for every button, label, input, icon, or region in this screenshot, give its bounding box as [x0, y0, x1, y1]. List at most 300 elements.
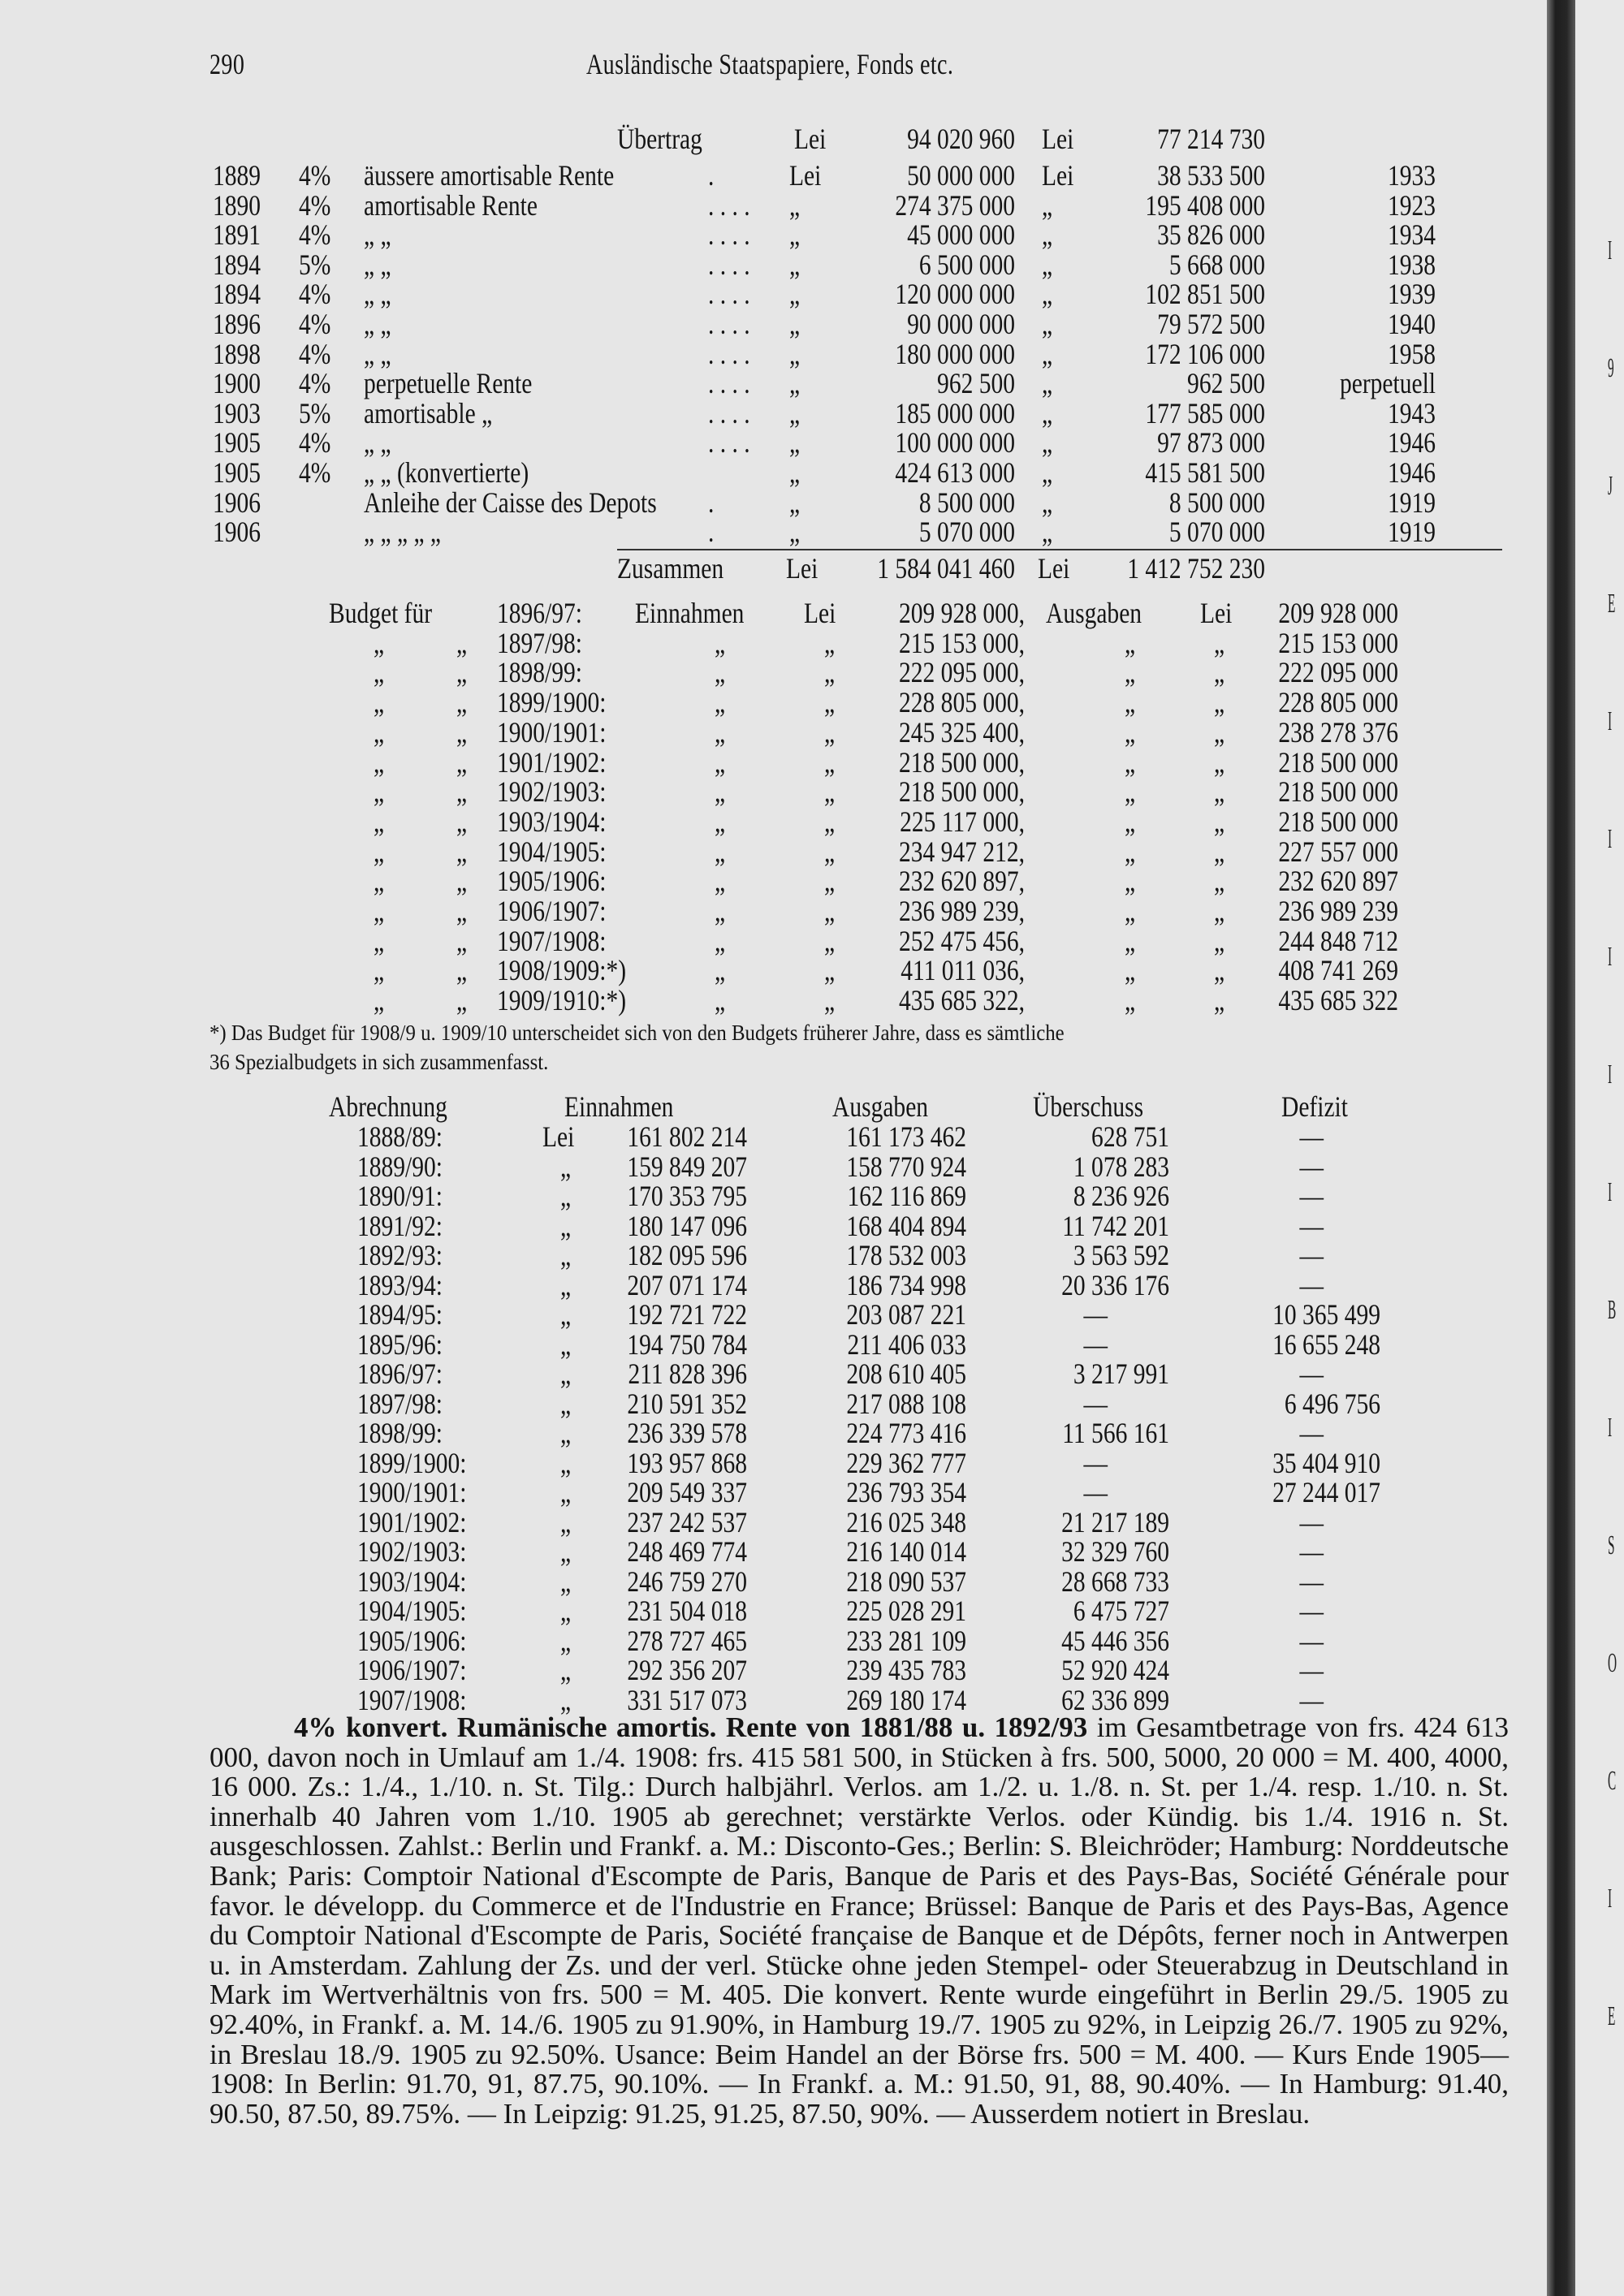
- loan-dots: . . . .: [708, 337, 750, 370]
- account-expenses: 269 180 174: [846, 1683, 966, 1716]
- ditto-mark: „: [456, 745, 468, 779]
- loan-description: „ „ (konvertierte): [364, 456, 529, 489]
- ditto-mark: „: [1125, 895, 1136, 927]
- ditto-mark: „: [824, 924, 836, 957]
- account-income: 193 957 868: [627, 1446, 747, 1479]
- ditto-mark: „: [374, 865, 385, 898]
- loan-rate: 4%: [299, 456, 331, 489]
- ditto-mark: „: [715, 835, 726, 868]
- loan-description: „ „: [364, 426, 391, 460]
- loan-currency2: „: [1042, 396, 1053, 429]
- loan-rate: 4%: [299, 278, 331, 311]
- ditto-mark: „: [560, 1476, 572, 1508]
- loan-description: „ „: [364, 278, 391, 311]
- loan-currency: „: [789, 218, 801, 252]
- adjacent-page-edge: [1575, 0, 1624, 2296]
- ditto-mark: „: [715, 656, 726, 689]
- adjacent-page-glyph: 9: [1608, 353, 1614, 383]
- budget-expenses: 228 805 000: [1278, 686, 1398, 719]
- ditto-mark: „: [1214, 626, 1225, 659]
- adjacent-page-glyph: I: [1608, 1413, 1613, 1443]
- ditto-mark: „: [374, 775, 385, 809]
- adjacent-page-glyph: J: [1608, 471, 1613, 501]
- budget-period: 1908/1909:*): [497, 954, 627, 987]
- loan-year: 1903: [213, 396, 261, 429]
- loan-maturity: 1939: [1387, 278, 1436, 311]
- adjacent-page-glyph: E: [1608, 589, 1616, 619]
- column-header: Überschuss: [1033, 1090, 1144, 1123]
- account-deficit: —: [1299, 1595, 1324, 1627]
- ditto-mark: „: [456, 626, 468, 659]
- loan-issued: 5 070 000: [918, 516, 1015, 549]
- budget-period: 1906/1907:: [497, 895, 607, 927]
- ditto-mark: „: [715, 686, 726, 719]
- account-period: 1899/1900:: [357, 1446, 467, 1479]
- carryover-currency: Lei: [794, 123, 827, 155]
- ditto-mark: „: [456, 656, 468, 689]
- account-surplus: 3 217 991: [1073, 1357, 1169, 1390]
- account-deficit: —: [1299, 1654, 1324, 1686]
- ditto-mark: „: [1125, 775, 1136, 809]
- adjacent-page-glyph: I: [1608, 235, 1613, 265]
- account-surplus: 3 563 592: [1073, 1239, 1169, 1271]
- account-income: 192 721 722: [627, 1298, 747, 1331]
- loan-issued: 274 375 000: [895, 188, 1015, 222]
- loan-description: „ „: [364, 248, 391, 281]
- loan-currency2: „: [1042, 426, 1053, 460]
- ditto-mark: „: [824, 686, 836, 719]
- income-label: Einnahmen: [635, 597, 745, 629]
- column-header: Abrechnung: [329, 1090, 447, 1123]
- ditto-mark: „: [560, 1446, 572, 1479]
- adjacent-page-glyph: I: [1608, 824, 1613, 854]
- account-surplus: 11 566 161: [1062, 1417, 1169, 1449]
- account-income: 194 750 784: [627, 1327, 747, 1361]
- budget-expenses: 215 153 000: [1278, 626, 1398, 659]
- budget-expenses: 232 620 897: [1278, 865, 1398, 898]
- account-deficit: —: [1299, 1505, 1324, 1539]
- ditto-mark: „: [456, 805, 468, 838]
- loan-maturity: 1938: [1387, 248, 1436, 281]
- loan-dots: . . . .: [708, 367, 750, 400]
- adjacent-page-glyph: S: [1608, 1530, 1615, 1560]
- ditto-mark: „: [560, 1150, 572, 1183]
- ditto-mark: „: [560, 1298, 572, 1331]
- budget-expenses: 209 928 000: [1278, 597, 1398, 629]
- loan-maturity: 1919: [1387, 516, 1436, 549]
- ditto-mark: „: [560, 1535, 572, 1568]
- ditto-mark: „: [1214, 805, 1225, 838]
- loan-issued: 100 000 000: [895, 426, 1015, 460]
- loan-year: 1896: [213, 308, 261, 340]
- ditto-mark: „: [824, 805, 836, 838]
- loan-description: „ „: [364, 218, 391, 252]
- budget-expenses: 218 500 000: [1278, 805, 1398, 838]
- account-surplus: 628 751: [1091, 1120, 1169, 1153]
- loan-issued: 120 000 000: [895, 278, 1015, 311]
- loan-rate: 4%: [299, 188, 331, 222]
- budget-expenses: 408 741 269: [1278, 954, 1398, 987]
- budget-period: 1902/1903:: [497, 775, 607, 809]
- loan-maturity: 1946: [1387, 456, 1436, 489]
- account-period: 1891/92:: [357, 1209, 443, 1242]
- loan-maturity: 1940: [1387, 308, 1436, 340]
- ditto-mark: „: [715, 715, 726, 749]
- account-deficit: 6 496 756: [1284, 1387, 1380, 1420]
- account-deficit: 27 244 017: [1272, 1476, 1380, 1508]
- loan-description: äussere amortisable Rente: [364, 159, 615, 192]
- loan-year: 1890: [213, 188, 261, 222]
- account-deficit: —: [1299, 1683, 1324, 1716]
- ditto-mark: „: [1214, 865, 1225, 898]
- ditto-mark: „: [560, 1357, 572, 1390]
- ditto-mark: „: [1125, 745, 1136, 779]
- loan-outstanding: 415 581 500: [1145, 456, 1265, 489]
- ditto-mark: „: [824, 984, 836, 1017]
- ditto-mark: „: [1125, 805, 1136, 838]
- account-deficit: —: [1299, 1564, 1324, 1598]
- ditto-mark: „: [456, 715, 468, 749]
- account-period: 1900/1901:: [357, 1476, 467, 1508]
- account-income: 237 242 537: [627, 1505, 747, 1539]
- loan-outstanding: 177 585 000: [1145, 396, 1265, 429]
- loan-issued: 45 000 000: [907, 218, 1015, 252]
- ditto-mark: „: [374, 745, 385, 779]
- account-deficit: —: [1299, 1357, 1324, 1390]
- loan-description: perpetuelle Rente: [364, 367, 533, 400]
- account-expenses: 178 532 003: [846, 1239, 966, 1271]
- loan-currency: „: [789, 308, 801, 340]
- account-surplus: —: [1083, 1446, 1108, 1479]
- loan-description: Anleihe der Caisse des Depots: [364, 486, 657, 519]
- loan-outstanding: 5 668 000: [1168, 248, 1265, 281]
- account-surplus: —: [1083, 1387, 1108, 1420]
- carryover-issued: 94 020 960: [907, 123, 1015, 155]
- account-expenses: 229 362 777: [846, 1446, 966, 1479]
- account-expenses: 203 087 221: [846, 1298, 966, 1331]
- loan-currency: „: [789, 396, 801, 429]
- budget-income: 218 500 000,: [899, 775, 1025, 809]
- ditto-mark: „: [560, 1564, 572, 1598]
- account-surplus: 28 668 733: [1061, 1564, 1169, 1598]
- loan-outstanding: 38 533 500: [1157, 159, 1265, 192]
- account-income: 278 727 465: [627, 1624, 747, 1657]
- column-header: Einnahmen: [564, 1090, 674, 1123]
- account-income: 210 591 352: [627, 1387, 747, 1420]
- ditto-mark: „: [1214, 775, 1225, 809]
- budget-income: 218 500 000,: [899, 745, 1025, 779]
- loan-description: amortisable „: [364, 396, 493, 429]
- loan-maturity: 1946: [1387, 426, 1436, 460]
- ditto-mark: „: [1214, 745, 1225, 779]
- loan-rate: 4%: [299, 367, 331, 400]
- ditto-mark: „: [1214, 924, 1225, 957]
- loan-currency: „: [789, 248, 801, 281]
- ditto-mark: „: [456, 954, 468, 987]
- account-surplus: —: [1083, 1298, 1108, 1331]
- ditto-mark: „: [1125, 924, 1136, 957]
- account-deficit: —: [1299, 1180, 1324, 1212]
- account-period: 1903/1904:: [357, 1564, 467, 1598]
- account-expenses: 236 793 354: [846, 1476, 966, 1508]
- budget-expenses: 236 989 239: [1278, 895, 1398, 927]
- ditto-mark: „: [560, 1180, 572, 1212]
- loan-issued: 50 000 000: [907, 159, 1015, 192]
- ditto-mark: „: [1125, 626, 1136, 659]
- ditto-mark: „: [374, 835, 385, 868]
- ditto-mark: „: [824, 626, 836, 659]
- ditto-mark: „: [1125, 686, 1136, 719]
- loan-outstanding: 97 873 000: [1157, 426, 1265, 460]
- ditto-mark: „: [560, 1505, 572, 1539]
- ditto-mark: „: [1125, 984, 1136, 1017]
- loan-year: 1906: [213, 486, 261, 519]
- expense-currency: Lei: [1200, 597, 1233, 629]
- budget-period: 1907/1908:: [497, 924, 607, 957]
- account-income: 331 517 073: [627, 1683, 747, 1716]
- ditto-mark: „: [824, 954, 836, 987]
- budget-income: 435 685 322,: [899, 984, 1025, 1017]
- account-expenses: 218 090 537: [846, 1564, 966, 1598]
- budget-expenses: 218 500 000: [1278, 745, 1398, 779]
- total-currency2: Lei: [1038, 552, 1070, 585]
- ditto-mark: „: [560, 1417, 572, 1449]
- budget-period: 1905/1906:: [497, 865, 607, 898]
- account-period: 1906/1907:: [357, 1654, 467, 1686]
- loan-rate: 4%: [299, 426, 331, 460]
- loan-outstanding: 102 851 500: [1145, 278, 1265, 311]
- account-deficit: —: [1299, 1535, 1324, 1568]
- ditto-mark: „: [715, 895, 726, 927]
- account-surplus: —: [1083, 1476, 1108, 1508]
- account-income: 292 356 207: [627, 1654, 747, 1686]
- loan-currency2: „: [1042, 278, 1053, 311]
- ditto-mark: „: [560, 1268, 572, 1301]
- budget-period: 1904/1905:: [497, 835, 607, 868]
- loan-outstanding: 5 070 000: [1168, 516, 1265, 549]
- account-surplus: 62 336 899: [1061, 1683, 1169, 1716]
- column-header: Defizit: [1281, 1090, 1348, 1123]
- loan-currency2: „: [1042, 248, 1053, 281]
- budget-income: 222 095 000,: [899, 656, 1025, 689]
- budget-period: 1898/99:: [497, 656, 582, 689]
- account-period: 1901/1902:: [357, 1505, 467, 1539]
- loan-issued: 90 000 000: [907, 308, 1015, 340]
- budget-income: 209 928 000,: [899, 597, 1025, 629]
- account-period: 1896/97:: [357, 1357, 443, 1390]
- ditto-mark: „: [1125, 835, 1136, 868]
- loan-year: 1891: [213, 218, 261, 252]
- account-income: 209 549 337: [627, 1476, 747, 1508]
- loan-description: „ „ „ „ „: [364, 516, 442, 549]
- ditto-mark: „: [374, 626, 385, 659]
- loan-currency2: „: [1042, 516, 1053, 549]
- loan-maturity: 1919: [1387, 486, 1436, 519]
- bond-description: [209, 1713, 1509, 2129]
- loan-dots: .: [708, 486, 715, 519]
- ditto-mark: „: [374, 924, 385, 957]
- account-period: 1895/96:: [357, 1327, 443, 1361]
- bond-body: im Gesamtbetrage von frs. 424 613 000, davon noch in Umlauf am 1./4. 1908: frs. 415 581 500, in Stücken à frs. 500, 5000, 20 000 = M. 400, 4000, 16 000. Zs.: 1./4., 1./10. n. St. Tilg.: Durch halbjährl. Verlos. am 1./2. u. 1./8. n. St. per 1./4. resp. 1./10. n. St. innerhalb 40 Jahren vom 1./10. 1905 ab gerechnet; verstärkte Verlos. oder Kündig. bis 1./4. 1916 n. St. ausgeschlossen. Zahlst.: Berlin und Frankf. a. M.: Disconto-Ges.; Berlin: S. Bleichröder; Hamburg: Norddeutsche Bank; Paris: Comptoir National d'Escompte de Paris, Banque de Paris et des Pays-Bas, Société Générale pour favor. le développ. du Commerce et de l'Industrie en France; Brüssel: Banque de Paris et des Pays-Bas, Agence du Comptoir National d'Escompte de Paris, Société française de Banque et de Dépôts, ferner noch in Antwerpen u. in Amsterdam. Zahlung der Zs. und der verl. Stücke ohne jeden Stempel- oder Steuerabzug in Deutschland in Mark im Wertverhältnis von frs. 500 = M. 405. Die konvert. Rente wurde eingeführt in Berlin 29./5. 1905 zu 92.40%, in Frankf. a. M. 14./6. 1905 zu 91.90%, in Hamburg 19./7. 1905 zu 92%, in Leipzig 26./7. 1905 zu 92%, in Breslau 18./9. 1905 zu 92.50%. Usance: Beim Handel an der Börse frs. 500 = M. 400. — Kurs Ende 1905—1908: In Berlin: 91.70, 91, 87.75, 90.10%. — In Frankf. a. M.: 91.50, 91, 88, 90.40%. — In Hamburg: 91.40, 90.50, 87.50, 89.75%. — In Leipzig: 91.25, 91.25, 87.50, 90%. — Ausserdem notiert in Breslau.: [209, 1711, 1510, 2130]
- loan-year: 1905: [213, 426, 261, 460]
- adjacent-page-glyph: I: [1608, 1060, 1613, 1090]
- adjacent-page-glyph: I: [1608, 942, 1613, 972]
- ditto-mark: „: [715, 745, 726, 779]
- account-surplus: 1 078 283: [1073, 1150, 1169, 1183]
- loan-issued: 424 613 000: [895, 456, 1015, 489]
- loan-currency: „: [789, 516, 801, 549]
- budget-period: 1897/98:: [497, 626, 582, 659]
- ditto-mark: „: [560, 1327, 572, 1361]
- ditto-mark: „: [1125, 656, 1136, 689]
- budget-income: 234 947 212,: [899, 835, 1025, 868]
- loan-currency2: „: [1042, 367, 1053, 400]
- ditto-mark: „: [374, 805, 385, 838]
- loan-maturity: 1933: [1387, 159, 1436, 192]
- loan-issued: 180 000 000: [895, 337, 1015, 370]
- ditto-mark: „: [715, 865, 726, 898]
- account-surplus: 20 336 176: [1061, 1268, 1169, 1301]
- account-expenses: 216 140 014: [846, 1535, 966, 1568]
- running-title: Ausländische Staatspapiere, Fonds etc.: [586, 48, 954, 80]
- loan-dots: . . . .: [708, 308, 750, 340]
- loan-year: 1894: [213, 278, 261, 311]
- account-surplus: 45 446 356: [1061, 1624, 1169, 1657]
- loan-currency2: „: [1042, 337, 1053, 370]
- account-income: 207 071 174: [627, 1268, 747, 1301]
- ditto-mark: „: [374, 686, 385, 719]
- loan-rate: 4%: [299, 308, 331, 340]
- adjacent-page-glyph: I: [1608, 1884, 1613, 1914]
- account-surplus: 21 217 189: [1061, 1505, 1169, 1539]
- account-deficit: —: [1299, 1120, 1324, 1153]
- account-expenses: 162 116 869: [847, 1180, 966, 1212]
- loan-outstanding: 79 572 500: [1157, 308, 1265, 340]
- expense-label: Ausgaben: [1046, 597, 1142, 629]
- ditto-mark: „: [824, 895, 836, 927]
- account-surplus: 52 920 424: [1061, 1654, 1169, 1686]
- budget-expenses: 244 848 712: [1278, 924, 1398, 957]
- ditto-mark: „: [1125, 954, 1136, 987]
- budget-income: 236 989 239,: [899, 895, 1025, 927]
- budget-period: 1899/1900:: [497, 686, 607, 719]
- total-currency: Lei: [786, 552, 818, 585]
- ditto-mark: „: [560, 1683, 572, 1716]
- loan-currency: „: [789, 426, 801, 460]
- account-income: 180 147 096: [627, 1209, 747, 1242]
- adjacent-page-glyph: C: [1608, 1766, 1617, 1796]
- loan-dots: .: [708, 516, 715, 549]
- account-period: 1892/93:: [357, 1239, 443, 1271]
- loan-dots: . . . .: [708, 426, 750, 460]
- loan-dots: . . . .: [708, 248, 750, 281]
- account-period: 1888/89:: [357, 1120, 443, 1153]
- loan-rate: 4%: [299, 337, 331, 370]
- ditto-mark: „: [456, 895, 468, 927]
- account-deficit: 16 655 248: [1272, 1327, 1380, 1361]
- ditto-mark: „: [1214, 715, 1225, 749]
- carryover-label: Übertrag: [617, 123, 702, 155]
- budget-income: 228 805 000,: [899, 686, 1025, 719]
- loan-description: „ „: [364, 308, 391, 340]
- ditto-mark: „: [824, 715, 836, 749]
- ditto-mark: „: [1214, 895, 1225, 927]
- loan-issued: 185 000 000: [895, 396, 1015, 429]
- book-gutter: [1547, 0, 1575, 2296]
- loan-year: 1905: [213, 456, 261, 489]
- loan-outstanding: 962 500: [1187, 367, 1265, 400]
- ditto-mark: „: [1214, 835, 1225, 868]
- loan-dots: . . . .: [708, 396, 750, 429]
- loan-outstanding: 35 826 000: [1157, 218, 1265, 252]
- ditto-mark: „: [560, 1654, 572, 1686]
- loan-dots: . . . .: [708, 218, 750, 252]
- ditto-mark: „: [715, 924, 726, 957]
- budget-income: 215 153 000,: [899, 626, 1025, 659]
- ditto-mark: „: [456, 984, 468, 1017]
- budget-income: 225 117 000,: [900, 805, 1025, 838]
- loan-rate: 4%: [299, 218, 331, 252]
- ditto-mark: „: [560, 1387, 572, 1420]
- total-issued: 1 584 041 460: [877, 552, 1015, 585]
- ditto-mark: „: [1214, 984, 1225, 1017]
- account-period: 1907/1908:: [357, 1683, 467, 1716]
- budget-period: 1903/1904:: [497, 805, 607, 838]
- adjacent-page-glyph: I: [1608, 1177, 1613, 1207]
- account-expenses: 211 406 033: [847, 1327, 966, 1361]
- loan-rate: 5%: [299, 396, 331, 429]
- account-surplus: 32 329 760: [1061, 1535, 1169, 1568]
- account-deficit: 10 365 499: [1272, 1298, 1380, 1331]
- ditto-mark: „: [374, 895, 385, 927]
- ditto-mark: „: [824, 865, 836, 898]
- ditto-mark: „: [824, 656, 836, 689]
- ditto-mark: „: [715, 626, 726, 659]
- account-expenses: 239 435 783: [846, 1654, 966, 1686]
- loan-currency2: „: [1042, 188, 1053, 222]
- loan-currency: „: [789, 278, 801, 311]
- account-expenses: 186 734 998: [846, 1268, 966, 1301]
- page-number: 290: [209, 48, 245, 80]
- column-header: Ausgaben: [832, 1090, 929, 1123]
- loan-currency: „: [789, 486, 801, 519]
- account-surplus: 8 236 926: [1073, 1180, 1169, 1212]
- ditto-mark: „: [715, 775, 726, 809]
- loan-maturity: 1934: [1387, 218, 1436, 252]
- adjacent-page-glyph: O: [1608, 1648, 1618, 1678]
- ditto-mark: „: [1214, 954, 1225, 987]
- ditto-mark: „: [374, 984, 385, 1017]
- ditto-mark: „: [560, 1239, 572, 1271]
- loan-currency: „: [789, 337, 801, 370]
- account-expenses: 208 610 405: [846, 1357, 966, 1390]
- loan-currency2: „: [1042, 218, 1053, 252]
- footnote-line-1: *) Das Budget für 1908/9 u. 1909/10 unterscheidet sich von den Budgets früherer Jahre, dass es sämtliche: [209, 1021, 1065, 1045]
- account-expenses: 161 173 462: [846, 1120, 966, 1153]
- ditto-mark: „: [1125, 715, 1136, 749]
- account-expenses: 168 404 894: [846, 1209, 966, 1242]
- total-rule: [617, 549, 1502, 550]
- account-income: 159 849 207: [627, 1150, 747, 1183]
- account-surplus: —: [1083, 1327, 1108, 1361]
- loan-issued: 962 500: [937, 367, 1015, 400]
- account-expenses: 217 088 108: [846, 1387, 966, 1420]
- ditto-mark: „: [1214, 656, 1225, 689]
- account-deficit: —: [1299, 1417, 1324, 1449]
- account-period: 1897/98:: [357, 1387, 443, 1420]
- ditto-mark: „: [824, 775, 836, 809]
- ditto-mark: „: [456, 835, 468, 868]
